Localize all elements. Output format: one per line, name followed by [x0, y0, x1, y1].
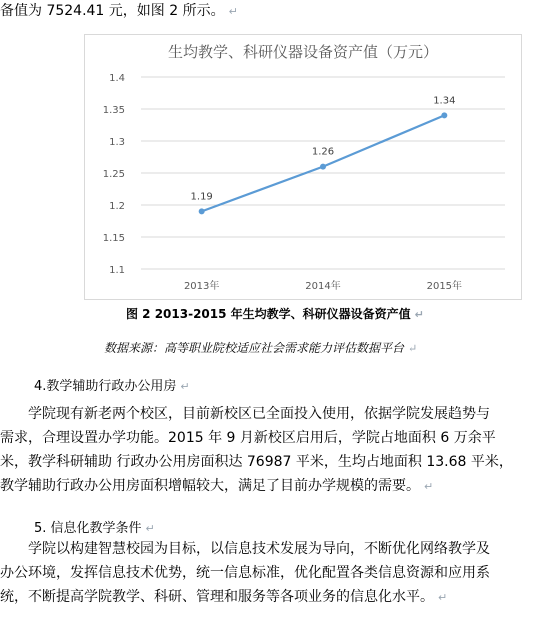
- x-tick-label: 2013年: [183, 281, 220, 292]
- paragraph-line: [0, 537, 490, 561]
- line-chart: [84, 34, 522, 300]
- chart-canvas: [85, 35, 521, 299]
- y-tick-label: 1.2: [109, 201, 125, 212]
- paragraph-line-text: 教学辅助行政办公用房面积增幅较大，满足了目前办学规模的需要。: [0, 478, 420, 494]
- y-tick-label: 1.25: [102, 169, 125, 180]
- paragraph-mark: ↵: [414, 308, 424, 321]
- data-point: [320, 164, 326, 170]
- y-tick-label: 1.15: [102, 233, 125, 244]
- x-tick-label: 2014年: [305, 281, 341, 292]
- paragraph-mark: ↵: [228, 5, 238, 18]
- data-label: 1.19: [190, 191, 213, 203]
- y-tick-label: 1.4: [109, 73, 125, 84]
- data-point: [441, 112, 447, 118]
- paragraph-mark: ↵: [408, 342, 418, 355]
- paragraph-line: [0, 426, 513, 450]
- source-note: [104, 339, 417, 356]
- section4-heading: [34, 375, 190, 394]
- paragraph-line-text: 需求，合理设置办学功能。2015 年 9 月新校区启用后，学院占地面积 6 万余平: [0, 430, 496, 446]
- paragraph-mark: ↵: [180, 380, 190, 393]
- chart-y-ticks: [103, 73, 125, 276]
- paragraph-line-text: 学院现有新老两个校区，目前新校区已全面投入使用，依据学院发展趋势与: [28, 406, 490, 422]
- section4-heading-text: 4.教学辅助行政办公用房: [34, 379, 177, 394]
- series-line: [202, 115, 445, 211]
- paragraph-mark: ↵: [145, 522, 155, 535]
- section5-heading-text: 5. 信息化教学条件: [34, 521, 142, 536]
- paragraph-line: [0, 474, 513, 499]
- paragraph-line-text: 统，不断提高学院教学、科研、管理和服务等各项业务的信息化水平。: [0, 589, 434, 605]
- chart-title: 生均教学、科研仪器设备资产值（万元）: [167, 43, 439, 61]
- source-note-text: 数据来源：高等职业院校适应社会需求能力评估数据平台: [104, 341, 405, 355]
- intro-text: 备值为 7524.41 元，如图 2 所示。: [0, 3, 225, 19]
- paragraph-mark: ↵: [438, 591, 448, 604]
- x-tick-label: 2015年: [426, 281, 463, 292]
- figure-caption-text: 图 2 2013-2015 年生均教学、科研仪器设备资产值: [126, 307, 411, 321]
- paragraph-mark: ↵: [424, 480, 434, 493]
- paragraph-line-text: 米，教学科研辅助 行政办公用房面积达 76987 平米，生均占地面积 13.68 平米，: [0, 454, 513, 470]
- paragraph-line: [0, 585, 490, 610]
- data-label: 1.34: [433, 95, 456, 107]
- y-tick-label: 1.35: [102, 105, 125, 116]
- data-point: [199, 208, 205, 214]
- paragraph-line: [0, 402, 513, 426]
- data-label: 1.26: [311, 146, 335, 158]
- y-tick-label: 1.3: [109, 137, 125, 148]
- section5-paragraph: [0, 537, 490, 610]
- intro-text-line: [0, 0, 238, 20]
- chart-series: [199, 112, 448, 214]
- paragraph-line: [0, 561, 490, 585]
- y-tick-label: 1.1: [109, 265, 125, 276]
- chart-x-ticks: [184, 279, 462, 292]
- chart-data-labels: [191, 95, 456, 202]
- paragraph-line-text: 学院以构建智慧校园为目标，以信息技术发展为导向，不断优化网络教学及: [28, 541, 490, 557]
- paragraph-line: [0, 450, 513, 474]
- figure-caption: [126, 305, 424, 322]
- section5-heading: [34, 517, 155, 536]
- section4-paragraph: [0, 402, 513, 499]
- paragraph-line-text: 办公环境，发挥信息技术优势，统一信息标准，优化配置各类信息资源和应用系: [0, 565, 490, 581]
